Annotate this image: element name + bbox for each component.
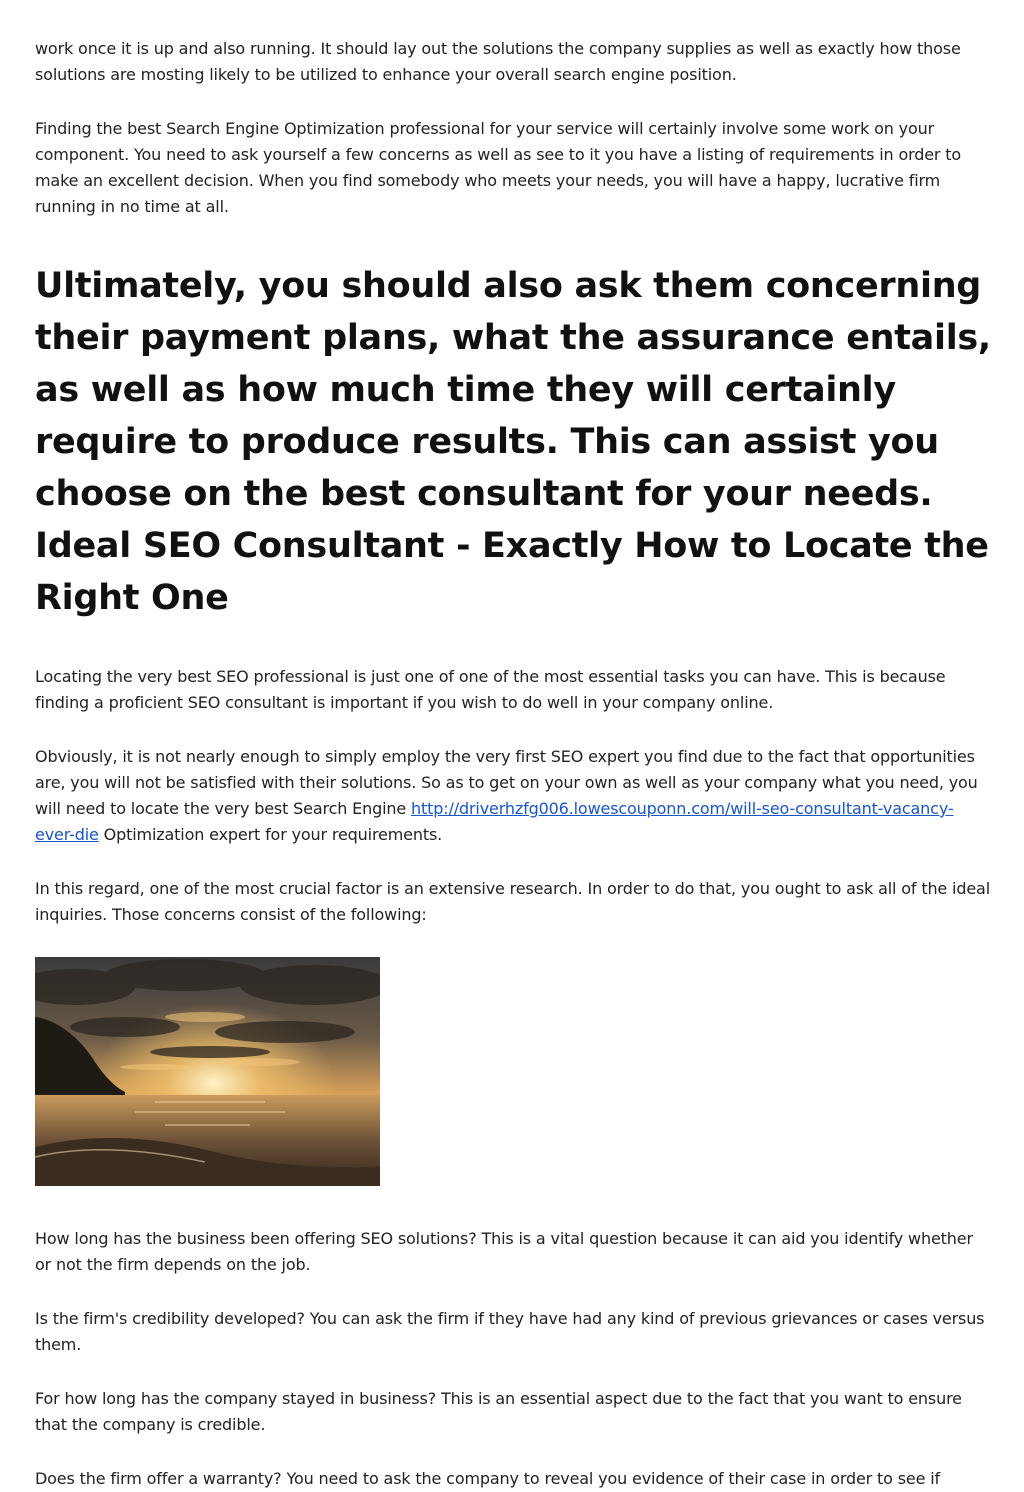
body-paragraph-regard: In this regard, one of the most crucial factor is an extensive research. In order to do that, you ought to ask all of the ideal inquiries. Those concerns consist of the following: [35, 879, 991, 924]
body-paragraph-locating: Locating the very best SEO professional is just one of one of the most essential tasks you can have. This is because finding a proficient SEO consultant is important if you wish to do well in your company online. [35, 667, 946, 712]
sunset-beach-photo [35, 957, 380, 1186]
section-heading: Ultimately, you should also ask them concerning their payment plans, what the assurance entails, as well as how much time they will certainly require to produce results. This can assist you choose on the best consultant for your needs. Ideal SEO Consultant - Exactly How to Locate the Right One [35, 266, 991, 618]
document-page [35, 36, 993, 1492]
body-paragraph-obviously [35, 744, 993, 848]
intro-paragraph-2: Finding the best Search Engine Optimization professional for your service will certainly involve some work on your component. You need to ask yourself a few concerns as well as see to it you have a listing of requirements in order to make an excellent decision. When you find somebody who meets your needs, you will have a happy, lucrative firm running in no time at all. [35, 119, 962, 216]
question-warranty: Does the firm offer a warranty? You need to ask the company to reveal you evidence of their case in order to see if [35, 1469, 941, 1488]
body-paragraph-obviously-text: Obviously, it is not nearly enough to simply employ the very first SEO expert you find due to the fact that opportunities are, you will not be satisfied with their solutions. So as to get on your own as well as your company what you need, you will need to locate the very best Search Engine [35, 747, 978, 818]
question-credibility: Is the firm's credibility developed? You can ask the firm if they have had any kind of previous grievances or cases versus them. [35, 1309, 985, 1354]
question-in-business: For how long has the company stayed in business? This is an essential aspect due to the fact that you want to ensure that the company is credible. [35, 1389, 962, 1434]
body-paragraph-obviously-tail: Optimization expert for your requirements. [98, 825, 443, 844]
intro-paragraph-1: work once it is up and also running. It should lay out the solutions the company supplies as well as exactly how those solutions are mosting likely to be utilized to enhance your overall search engine position. [35, 39, 961, 84]
question-how-long: How long has the business been offering SEO solutions? This is a vital question because it can aid you identify whether or not the firm depends on the job. [35, 1229, 973, 1274]
consultant-link[interactable]: http://driverhzfg006.lowescouponn.com/will-seo-consultant-vacancy-ever-die [35, 799, 954, 844]
